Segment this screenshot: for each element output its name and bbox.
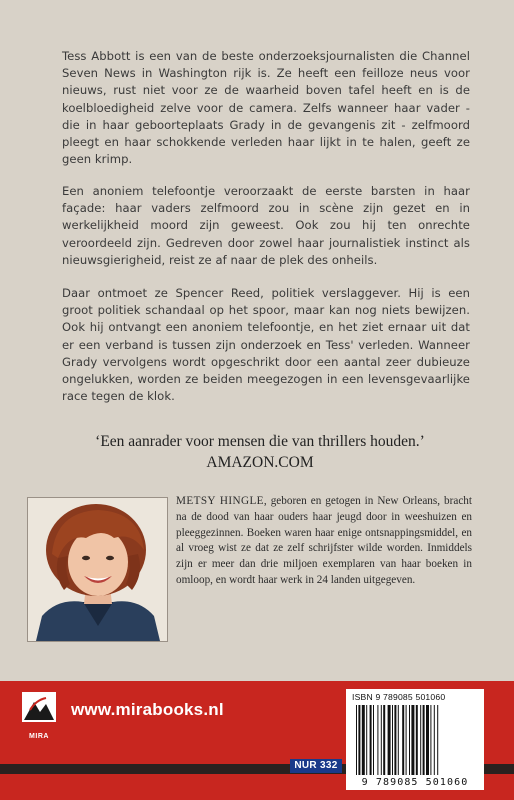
author-bio: [176, 494, 472, 589]
mira-logo-icon: [22, 692, 56, 732]
blurb-paragraph-1: Tess Abbott is een van de beste onderzoeksjournalisten die Channel Seven News in Washington rijk is. Ze heeft een feilloze neus voor nieuws, rust niet voor ze de waarheid boven tafel heeft en is de koelbloedigheid zelve voor de camera. Zelfs wanneer haar vader - die in haar geboorteplaats Grady in de gevangenis zit - zelfmoord pleegt en haar schokkende verleden haar lijkt in te halen, geeft ze geen krimp.: [62, 49, 470, 167]
author-photo: [27, 497, 168, 642]
blurb-paragraph-2: Een anoniem telefoontje veroorzaakt de eerste barsten in haar façade: haar vaders zelfmoord zou in scène zijn gezet en in werkelijkheid moord zijn geweest. Ook zou hij ten onrechte veroordeeld zijn. Gedreven door zowel haar journalistiek instinct als nieuwsgierigheid, reist ze af naar de plek des onheils.: [62, 184, 470, 267]
barcode-digits: 9 789085 501060: [361, 777, 469, 788]
barcode-panel: [346, 689, 484, 790]
blurb-paragraph-3: Daar ontmoet ze Spencer Reed, politiek verslaggever. Hij is een groot politiek schandaal op het spoor, maar kan nog niets bewijzen. Ook hij ontvangt een anoniem telefoontje, en het ziet ernaar uit dat er een verband is tussen zijn onderzoek en Tess' verleden. Wanneer Grady vervolgens wordt opgeschrikt door een aantal zeer dubieuze ongelukken, worden ze beiden meegezogen in een levensgevaarlijke race tegen de klok.: [62, 286, 470, 404]
isbn-label: ISBN 9 789085 501060: [352, 692, 446, 702]
publisher-url[interactable]: www.mirabooks.nl: [71, 700, 224, 719]
review-quote: [40, 431, 480, 473]
nur-badge: NUR 332: [290, 759, 342, 773]
quote-text: ‘Een aanrader voor mensen die van thrillers houden.’: [95, 433, 425, 450]
author-name: METSY HINGLE: [176, 495, 264, 507]
author-portrait-icon: [28, 498, 167, 641]
logo-wordmark: MIRA: [29, 733, 49, 740]
author-bio-text: , geboren en getogen in New Orleans, bracht na de dood van haar ouders haar jeugd door in weeshuizen en pleeggezinnen. Boeken waren haar enige ontsnappingsmiddel, en al vroeg wist ze dat ze zelf schrijfster wilde worden. Inmiddels zijn er meer dan drie miljoen exemplaren van haar boeken in omloop, en wordt haar werk in 24 landen uitgegeven.: [176, 495, 472, 586]
quote-source: AMAZON.COM: [206, 454, 314, 471]
barcode-icon: [356, 705, 474, 775]
